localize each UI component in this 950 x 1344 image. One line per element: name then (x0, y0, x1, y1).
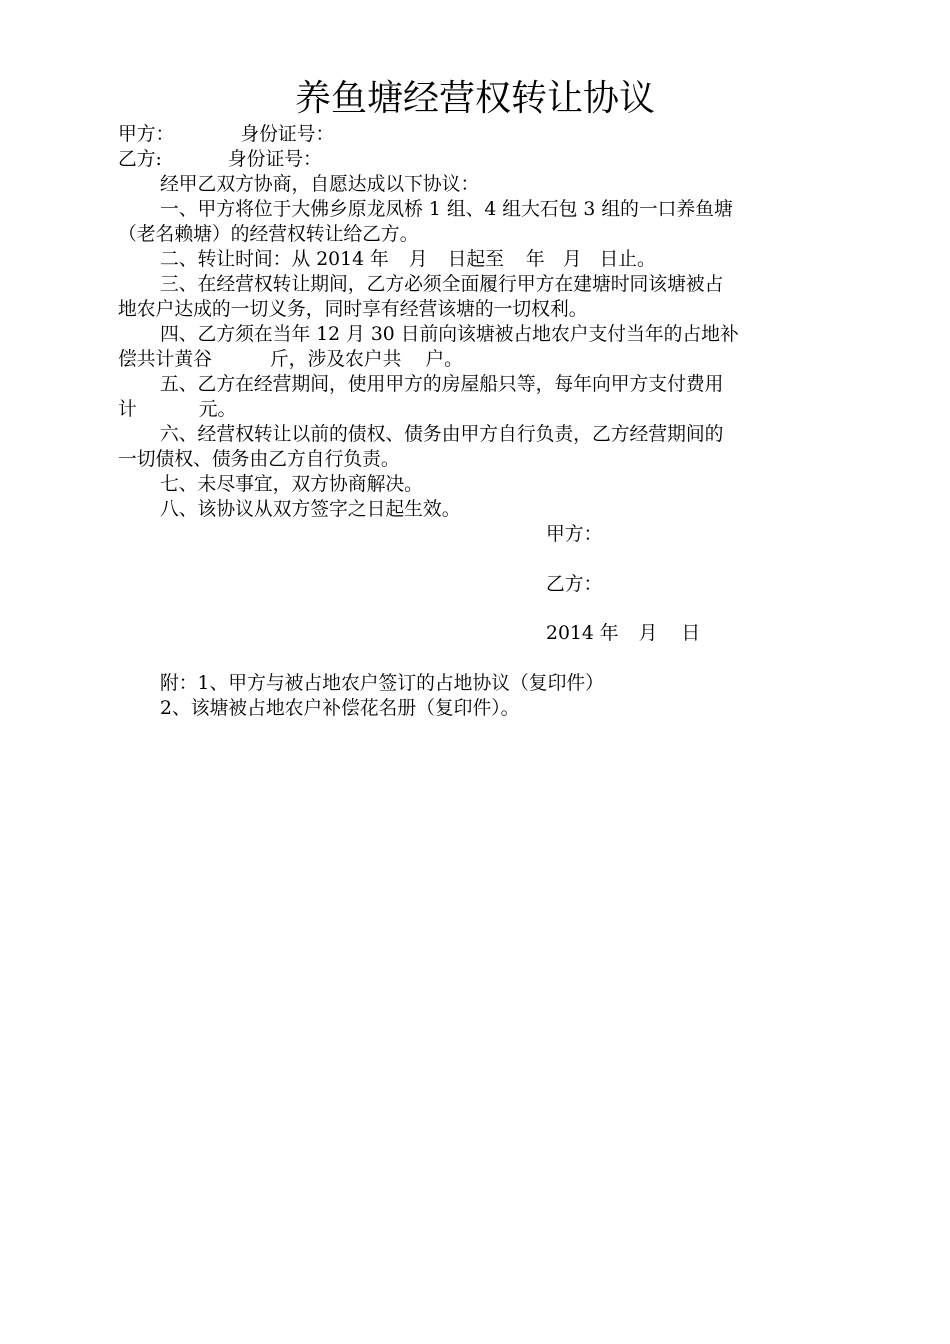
clause-2-month: 月 (408, 249, 428, 270)
clause-1-line-1: 一、甲方将位于大佛乡原龙凤桥 1 组、4 组大石包 3 组的一口养鱼塘 (160, 199, 733, 220)
signature-party-b: 乙方： (546, 574, 603, 595)
clause-4-line-2 (118, 347, 830, 372)
agreement-body (118, 122, 830, 522)
clause-4-households: 斤，涉及农户共 (269, 349, 402, 370)
clause-5-total: 计 (118, 399, 137, 420)
document-title: 养鱼塘经营权转让协议 (294, 78, 655, 119)
clause-6-line-2: 一切债权、债务由乙方自行负责。 (118, 449, 400, 470)
clause-2-line (118, 247, 830, 272)
clause-5-unit: 元。 (198, 399, 237, 420)
party-a-label: 甲方： (118, 124, 175, 145)
signature-date (546, 621, 700, 646)
clause-2-end: 日止。 (599, 249, 656, 270)
clause-3-line-2: 地农户达成的一切义务，同时享有经营该塘的一切权利。 (118, 299, 588, 320)
party-a-line (118, 122, 830, 147)
signature-party-a: 甲方： (546, 524, 603, 545)
clause-4-grain: 偿共计黄谷 (118, 349, 212, 370)
signature-date-month: 月 (638, 623, 658, 644)
clause-8-line: 八、该协议从双方签字之日起生效。 (160, 499, 461, 520)
clause-2-start: 二、转让时间：从 2014 年 (160, 249, 389, 270)
attachment-2: 2、该塘被占地农户补偿花名册（复印件）。 (160, 698, 520, 719)
party-b-line (118, 147, 830, 172)
clause-2-year: 年 (525, 249, 545, 270)
clause-4-end: 户。 (425, 349, 463, 370)
clause-2-day: 日起至 (447, 249, 504, 270)
party-b-label: 乙方: (118, 149, 162, 170)
party-a-id-label: 身份证号： (240, 124, 335, 145)
party-b-id-label: 身份证号： (227, 149, 322, 170)
clause-5-line-1: 五、乙方在经营期间，使用甲方的房屋船只等，每年向甲方支付费用 (160, 374, 724, 395)
clause-7-line: 七、未尽事宜，双方协商解决。 (160, 474, 423, 495)
clause-2-month-end: 月 (562, 249, 582, 270)
clause-5-line-2 (118, 397, 830, 422)
signature-date-year: 2014 年 (546, 623, 619, 644)
intro-line: 经甲乙双方协商，自愿达成以下协议： (160, 174, 480, 195)
clause-3-line-1: 三、在经营权转让期间，乙方必须全面履行甲方在建塘时同该塘被占 (160, 274, 724, 295)
clause-4-line-1: 四、乙方须在当年 12 月 30 日前向该塘被占地农户支付当年的占地补 (160, 324, 739, 345)
signature-date-day: 日 (681, 623, 701, 644)
clause-1-line-2: （老名赖塘）的经营权转让给乙方。 (118, 224, 419, 245)
attachment-1: 附：1、甲方与被占地农户签订的占地协议（复印件） (160, 673, 604, 694)
clause-6-line-1: 六、经营权转让以前的债权、债务由甲方自行负责，乙方经营期间的 (160, 424, 724, 445)
